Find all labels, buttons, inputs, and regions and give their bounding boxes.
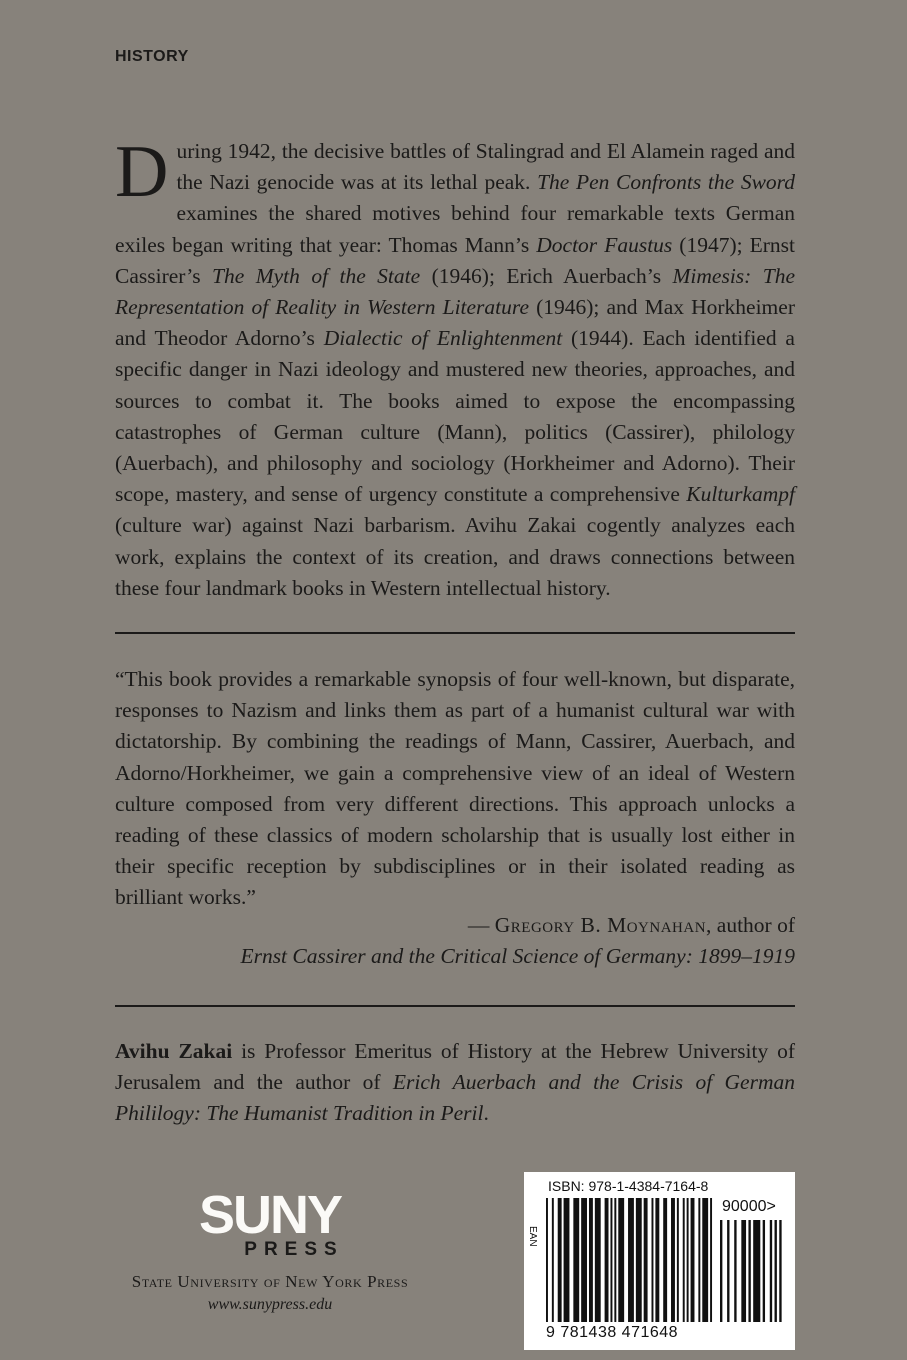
barcode-bar xyxy=(741,1220,746,1322)
endorser-name: Gregory B. Moynahan xyxy=(494,913,707,937)
bio-end: . xyxy=(483,1101,489,1126)
barcode-bar xyxy=(663,1198,667,1322)
blurb-title: Doctor Faustus xyxy=(536,232,673,257)
divider xyxy=(115,1005,795,1007)
barcode-bar xyxy=(727,1220,729,1322)
barcode-bar xyxy=(605,1198,609,1322)
barcode-bar xyxy=(655,1198,659,1322)
barcode-bar xyxy=(671,1198,675,1322)
barcode-bar xyxy=(710,1198,712,1322)
barcode-bar xyxy=(610,1198,612,1322)
endorser-suffix: , author of xyxy=(706,913,795,937)
barcode-bar xyxy=(720,1220,722,1322)
description-blurb xyxy=(115,131,796,604)
blurb-text: (1944). Each identified a specific danger in Nazi ideology and mustered new theories, approaches, and sources to combat it. The books aimed to expose the encompassing catastrophes of German culture (Mann), politics (Cassirer), philology (Auerbach), and philosophy and sociology (Horkheimer and Adorno). Their scope, mastery, and sense of urgency constitute a comprehensive xyxy=(115,326,795,507)
publisher-url: www.sunypress.edu xyxy=(207,1296,333,1313)
publisher-logo xyxy=(115,1185,425,1330)
author-previous-book: Erich Auerbach and the Crisis of German Phililogy: The Humanist Tradition in Peril xyxy=(115,1070,795,1126)
barcode-bar xyxy=(763,1220,765,1322)
divider xyxy=(115,632,795,634)
blurb-title: Kulturkampf xyxy=(686,482,795,507)
barcode-bar xyxy=(546,1198,548,1322)
addon-barcode xyxy=(720,1220,784,1322)
blurb-title: The Myth of the State xyxy=(212,263,421,288)
endorsement-attribution xyxy=(115,910,795,972)
attribution-dash: — xyxy=(467,913,495,937)
barcode-bar xyxy=(564,1198,570,1322)
barcode-bar xyxy=(573,1198,579,1322)
barcode-bar xyxy=(698,1198,700,1322)
barcode-bar xyxy=(687,1198,689,1322)
barcode-bar xyxy=(702,1198,708,1322)
barcode-bar xyxy=(779,1220,781,1322)
isbn-text: ISBN: 978-1-4384-7164-8 xyxy=(548,1178,709,1194)
barcode-bar xyxy=(753,1220,760,1322)
author-bio xyxy=(115,1036,795,1130)
author-name: Avihu Zakai xyxy=(115,1039,233,1063)
barcode-bar xyxy=(589,1198,593,1322)
ean-digits: 9 781438 471648 xyxy=(546,1324,679,1341)
blurb-title: Mimesis: The Representation of Reality in Western Literature xyxy=(115,263,796,320)
blurb-title: The Pen Confronts the Sword xyxy=(537,170,795,195)
blurb-text: (culture war) against Nazi barbarism. Avihu Zakai cogently analyzes each work, explains the context of its creation, and draws connections between these four landmark books in Western intellectual history. xyxy=(115,513,795,600)
barcode-bar xyxy=(614,1198,616,1322)
logo-suny: SUNY xyxy=(198,1185,342,1245)
blurb-text: (1946); Erich Auerbach’s xyxy=(420,263,673,288)
ean-barcode xyxy=(546,1198,714,1322)
publisher-name: State University of New York Press xyxy=(131,1272,409,1291)
barcode-bar xyxy=(651,1198,653,1322)
bio-text: is Professor Emeritus of History at the Hebrew University of Jerusalem and the author of xyxy=(115,1039,796,1095)
barcode-bar xyxy=(636,1198,642,1322)
barcode-bar xyxy=(595,1198,601,1322)
barcode-bar xyxy=(558,1198,562,1322)
category-label: HISTORY xyxy=(115,48,189,65)
barcode-bar xyxy=(581,1198,587,1322)
barcode-bar xyxy=(552,1198,554,1322)
barcode-bar xyxy=(734,1220,736,1322)
barcode-bar xyxy=(628,1198,634,1322)
barcode-box xyxy=(524,1172,795,1350)
ean-label: EAN xyxy=(527,1226,538,1247)
barcode-bar xyxy=(748,1220,750,1322)
logo-press: PRESS xyxy=(244,1239,344,1260)
barcode-bar xyxy=(618,1198,624,1322)
blurb-text: (1946); and Max Horkheimer and Theodor Adorno’s xyxy=(115,295,795,351)
blurb-text: (1947); Ernst Cassirer’s xyxy=(115,232,795,288)
blurb-body xyxy=(115,131,796,600)
barcode-bar xyxy=(644,1198,648,1322)
blurb-text: examines the shared motives behind four remarkable texts German exiles began writing that year: Thomas Mann’s xyxy=(115,201,795,257)
endorsement-quote: “This book provides a remarkable synopsis of four well-known, but disparate, responses to Nazism and links them as part of a humanist cultural war with dictatorship. By combining the readings of Mann, Cassirer, Auerbach, and Adorno/Horkheimer, we gain a comprehensive view of an ideal of Western culture composed from very different directions. This approach unlocks a reading of these classics of modern scholarship that is usually lost either in their specific reception by subdisciplines or in their isolated reading as brilliant works.” xyxy=(115,667,795,910)
barcode-bar xyxy=(683,1198,685,1322)
barcode-bar xyxy=(691,1198,695,1322)
price-code: 90000> xyxy=(722,1198,776,1215)
barcode-bar xyxy=(770,1220,772,1322)
drop-cap: D xyxy=(115,131,169,213)
barcode-bar xyxy=(775,1220,777,1322)
blurb-title: Dialectic of Enlightenment xyxy=(323,326,563,351)
endorser-book: Ernst Cassirer and the Critical Science of Germany: 1899–1919 xyxy=(240,944,795,969)
barcode-bar xyxy=(677,1198,679,1322)
blurb-text: uring 1942, the decisive battles of Stalingrad and El Alamein raged and the Nazi genocide was at its lethal peak. xyxy=(176,139,795,195)
